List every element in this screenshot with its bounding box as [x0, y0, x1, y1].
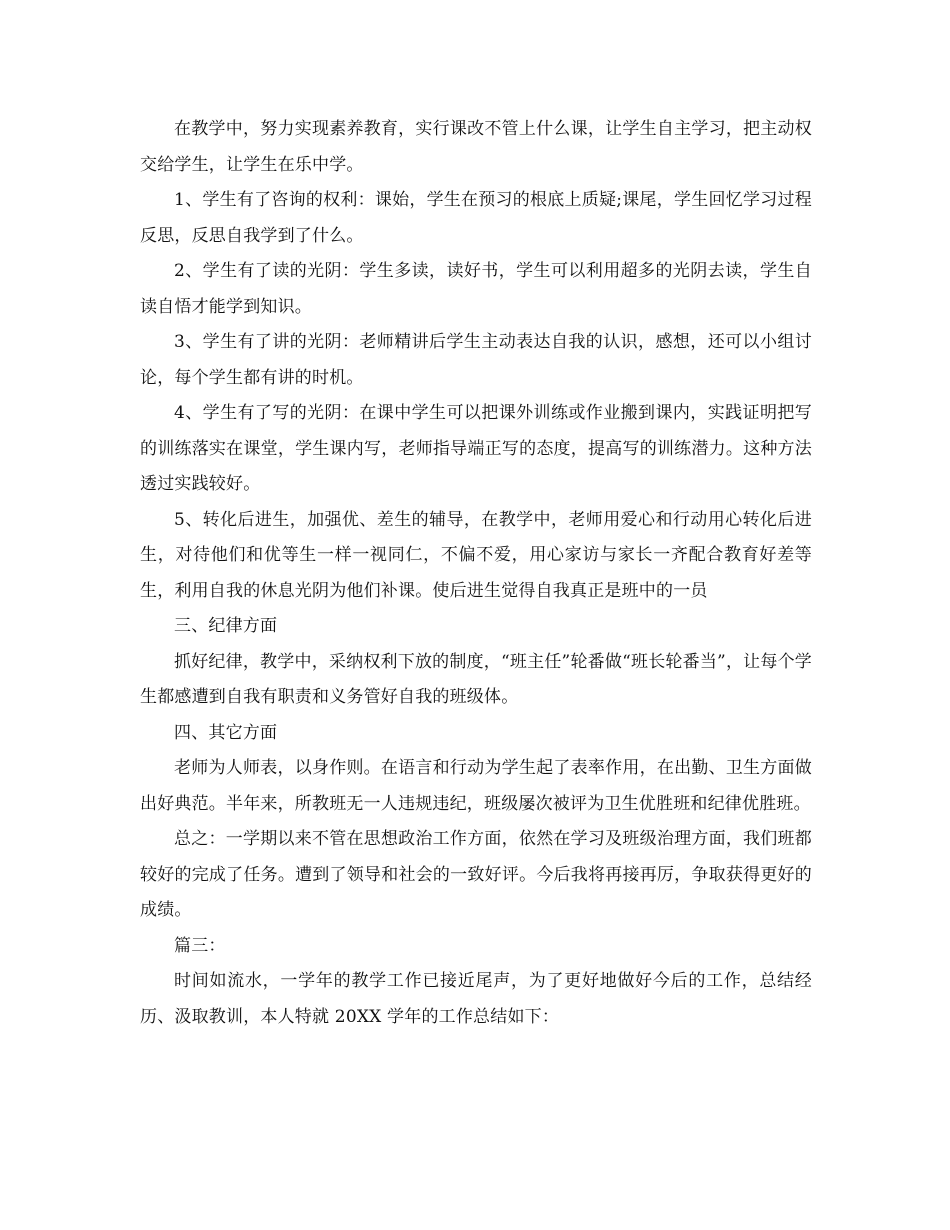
paragraph-item-4: 4、学生有了写的光阴：在课中学生可以把课外训练或作业搬到课内，实践证明把写的训练落实在课堂，学生课内写，老师指导端正写的态度，提高写的训练潜力。这种方法透过实践较好。 [140, 403, 812, 494]
paragraph-item-2: 2、学生有了读的光阴：学生多读，读好书，学生可以利用超多的光阴去读，学生自读自悟才能学到知识。 [140, 261, 812, 317]
paragraph-item-1: 1、学生有了咨询的权利：课始，学生在预习的根底上质疑;课尾，学生回忆学习过程反思，反思自我学到了什么。 [140, 190, 812, 246]
paragraph-summary: 总之：一学期以来不管在思想政治工作方面，依然在学习及班级治理方面，我们班都较好的完成了任务。遭到了领导和社会的一致好评。今后我将再接再厉，争取获得更好的成绩。 [140, 829, 812, 920]
section-heading-other: 四、其它方面 [174, 722, 278, 743]
section-heading-discipline: 三、纪律方面 [174, 616, 278, 636]
paragraph-part-three-intro: 时间如流水，一学年的教学工作已接近尾声，为了更好地做好今后的工作，总结经历、汲取教训，本人特就 20XX 学年的工作总结如下： [140, 971, 812, 1027]
paragraph-discipline: 抓好纪律，教学中，采纳权利下放的制度，“班主任”轮番做“班长轮番当”，让每个学生都感遭到自我有职责和义务管好自我的班级体。 [140, 651, 812, 707]
section-heading-part-three: 篇三： [174, 935, 226, 956]
document-body [140, 112, 812, 1035]
paragraph-item-3: 3、学生有了讲的光阴：老师精讲后学生主动表达自我的认识，感想，还可以小组讨论，每个学生都有讲的时机。 [140, 332, 812, 388]
paragraph-other: 老师为人师表，以身作则。在语言和行动为学生起了表率作用，在出勤、卫生方面做出好典范。半年来，所教班无一人违规违纪，班级屡次被评为卫生优胜班和纪律优胜班。 [140, 758, 812, 814]
paragraph-item-5: 5、转化后进生，加强优、差生的辅导，在教学中，老师用爱心和行动用心转化后进生，对待他们和优等生一样一视同仁，不偏不爱，用心家访与家长一齐配合教育好差等生，利用自我的休息光阴为他们补课。使后进生觉得自我真正是班中的一员 [140, 509, 812, 601]
paragraph-teaching-intro: 在教学中，努力实现素养教育，实行课改不管上什么课，让学生自主学习，把主动权交给学生，让学生在乐中学。 [140, 119, 812, 175]
